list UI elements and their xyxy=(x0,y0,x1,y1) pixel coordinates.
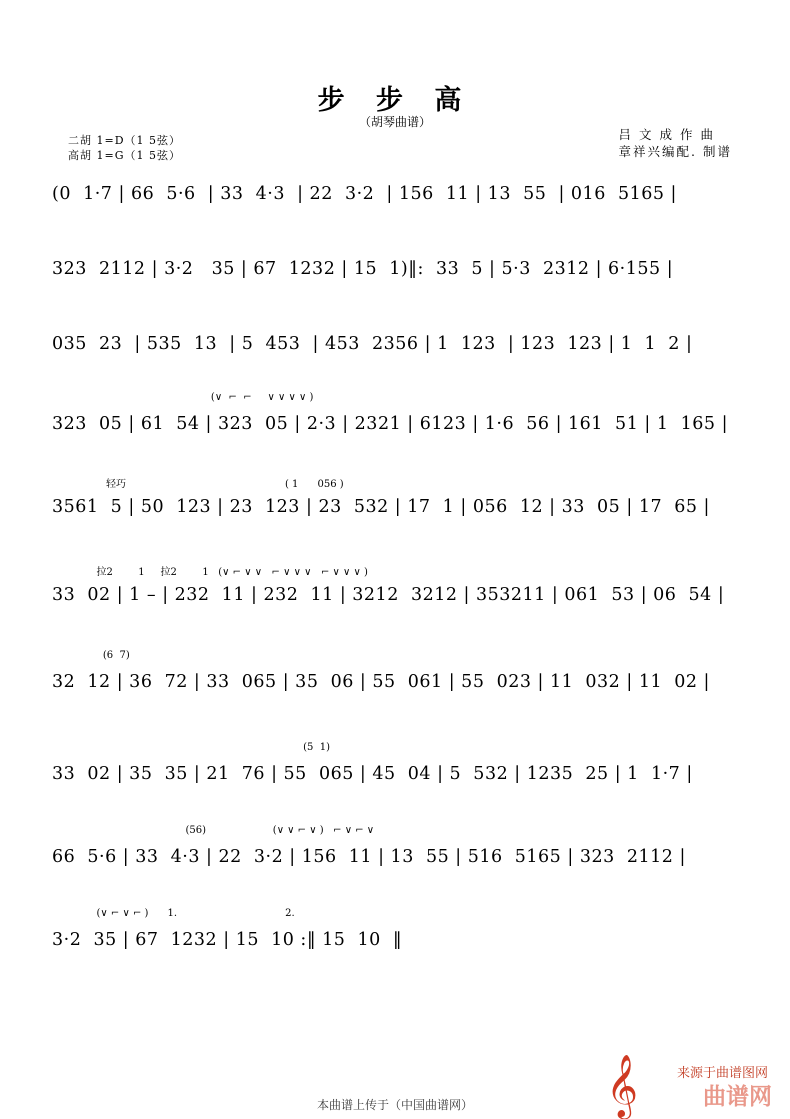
treble-clef-icon: 𝄞 xyxy=(606,1056,638,1116)
staff-notes: (0 1·7 | 66 5·6 | 33 4·3 | 22 3·2 | 156 11 | 13 55 | 016 5165 | xyxy=(52,184,677,204)
staff-row xyxy=(52,563,742,625)
staff-row xyxy=(52,162,742,224)
tuning-block xyxy=(68,133,181,163)
staff-marks: (5 1) xyxy=(52,742,331,753)
footer-note: 本曲谱上传于（中国曲谱网） xyxy=(316,1098,473,1112)
credit-composer: 吕 文 成 作 曲 xyxy=(618,127,715,142)
staff-notes: 3561 5 | 50 123 | 23 123 | 23 532 | 17 1 | 056 12 | 33 05 | 17 65 | xyxy=(52,497,710,517)
staff-marks: 拉2 1 拉2 1 (∨ ⌐ ∨ ∨ ⌐ ∨ ∨ ∨ ⌐ ∨ ∨ ∨ ) xyxy=(52,567,368,578)
staff-row xyxy=(52,908,742,970)
staff-row xyxy=(52,825,742,887)
credit-arranger: 章祥兴编配. 制谱 xyxy=(618,144,732,159)
tuning-gaohu: 高胡 1=G（1 5弦） xyxy=(68,149,181,162)
staff-row xyxy=(52,312,742,374)
staff-row xyxy=(52,475,742,537)
staff-marks: (∨ ⌐ ⌐ ∨ ∨ ∨ ∨ ) xyxy=(52,392,314,403)
staff-notes: 3·2 35 | 67 1232 | 15 10 :‖ 15 10 ‖ xyxy=(52,930,403,950)
watermark-logo: 曲谱网 xyxy=(703,1083,772,1110)
staff-row xyxy=(52,392,742,454)
staff-notes: 035 23 | 535 13 | 5 453 | 453 2356 | 1 123 | 123 123 | 1 1 2 | xyxy=(52,334,693,354)
staff-marks: (∨ ⌐ ∨ ⌐ ) 1. 2. xyxy=(52,908,295,919)
staff-notes: 323 2112 | 3·2 35 | 67 1232 | 15 1)‖: 33 5 | 5·3 2312 | 6·155 | xyxy=(52,259,674,279)
staff-row xyxy=(52,742,742,804)
staff-marks: (56) (∨ ∨ ⌐ ∨ ) ⌐ ∨ ⌐ ∨ xyxy=(52,825,375,836)
watermark-text: 来源于曲谱图网 xyxy=(676,1066,768,1081)
page-title: 步 步 高 xyxy=(317,85,473,116)
staff-notes: 66 5·6 | 33 4·3 | 22 3·2 | 156 11 | 13 55 | 516 5165 | 323 2112 | xyxy=(52,847,686,867)
page-subtitle: （胡琴曲谱） xyxy=(358,115,431,129)
staff-row xyxy=(52,237,742,299)
staff-marks: (6 7) xyxy=(52,650,130,661)
tuning-erhu: 二胡 1=D（1 5弦） xyxy=(68,134,182,147)
staff-notes: 32 12 | 36 72 | 33 065 | 35 06 | 55 061 | 55 023 | 11 032 | 11 02 | xyxy=(52,672,710,692)
staff-marks: 轻巧 ( 1 056 ) xyxy=(52,479,344,490)
staff-row xyxy=(52,650,742,712)
staff-notes: 33 02 | 1 – | 232 11 | 232 11 | 3212 3212 | 353211 | 061 53 | 06 54 | xyxy=(52,585,725,605)
credits-block xyxy=(619,126,732,160)
staff-notes: 33 02 | 35 35 | 21 76 | 55 065 | 45 04 | 5 532 | 1235 25 | 1 1·7 | xyxy=(52,764,693,784)
staff-notes: 323 05 | 61 54 | 323 05 | 2·3 | 2321 | 6123 | 1·6 56 | 161 51 | 1 165 | xyxy=(52,414,728,434)
